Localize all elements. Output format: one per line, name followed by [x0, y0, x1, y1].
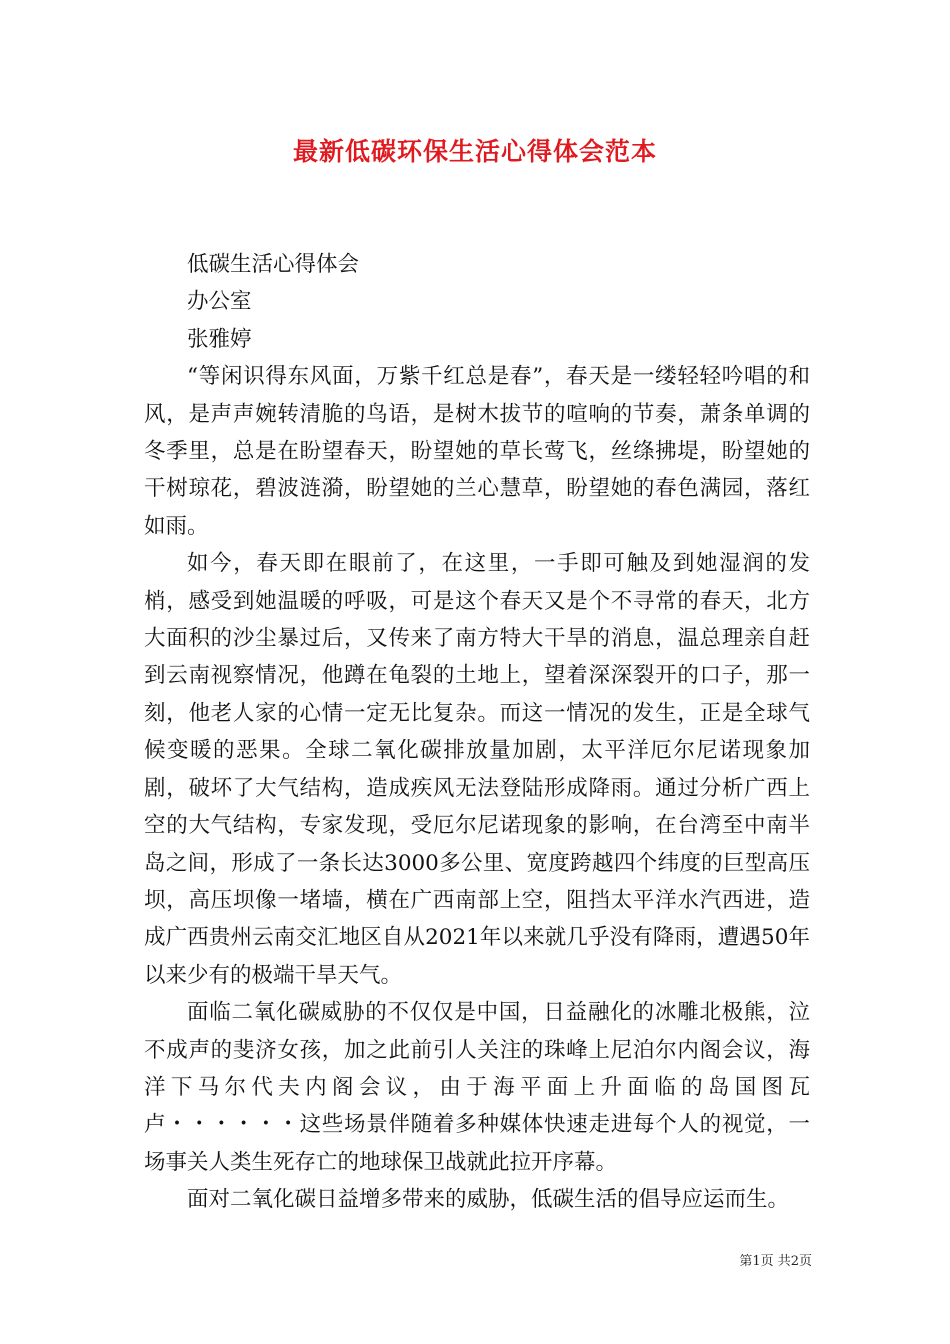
paragraph: “等闲识得东风面，万紫千红总是春”，春天是一缕轻轻吟唱的和风，是声声婉转清脆的鸟语，是树木拔节的喧响的节奏，萧条单调的冬季里，总是在盼望春天，盼望她的草长莺飞，丝绦拂堤，盼望她的干树琼花，碧波涟漪，盼望她的兰心慧草，盼望她的春色满园，落红如雨。 — [144, 364, 810, 539]
author-line: 张雅婷 — [187, 326, 252, 352]
document-body — [144, 246, 810, 1219]
department-line: 办公室 — [187, 289, 252, 315]
paragraph: 面对二氧化碳日益增多带来的威胁，低碳生活的倡导应运而生。 — [187, 1187, 790, 1213]
paragraph: 如今，春天即在眼前了，在这里，一手即可触及到她湿润的发梢，感受到她温暖的呼吸，可是这个春天又是个不寻常的春天，北方大面积的沙尘暴过后，又传来了南方特大干旱的消息，温总理亲自赶到云南视察情况，他蹲在龟裂的土地上，望着深深裂开的口子，那一刻，他老人家的心情一定无比复杂。而这一情况的发生，正是全球气候变暖的恶果。全球二氧化碳排放量加剧，太平洋厄尔尼诺现象加剧，破坏了大气结构，造成疾风无法登陆形成降雨。通过分析广西上空的大气结构，专家发现，受厄尔尼诺现象的影响，在台湾至中南半岛之间，形成了一条长达3000多公里、宽度跨越四个纬度的巨型高压坝，高压坝像一堵墙，横在广西南部上空，阻挡太平洋水汽西进，造成广西贵州云南交汇地区自从2021年以来就几乎没有降雨，遭遇50年以来少有的极端干旱天气。 — [144, 551, 810, 988]
subtitle-line: 低碳生活心得体会 — [187, 252, 360, 277]
document-title: 最新低碳环保生活心得体会范本 — [292, 137, 657, 166]
page-number-label: 第1页 共2页 — [739, 1254, 812, 1269]
paragraph: 面临二氧化碳威胁的不仅仅是中国，日益融化的冰雕北极熊，泣不成声的斐济女孩，加之此前引人关注的珠峰上尼泊尔内阁会议，海洋下马尔代夫内阁会议，由于海平面上升面临的岛国图瓦卢・・・・・・这些场景伴随着多种媒体快速走进每个人的视觉，一场事关人类生死存亡的地球保卫战就此拉开序幕。 — [144, 1000, 810, 1175]
page-number — [700, 1250, 812, 1269]
